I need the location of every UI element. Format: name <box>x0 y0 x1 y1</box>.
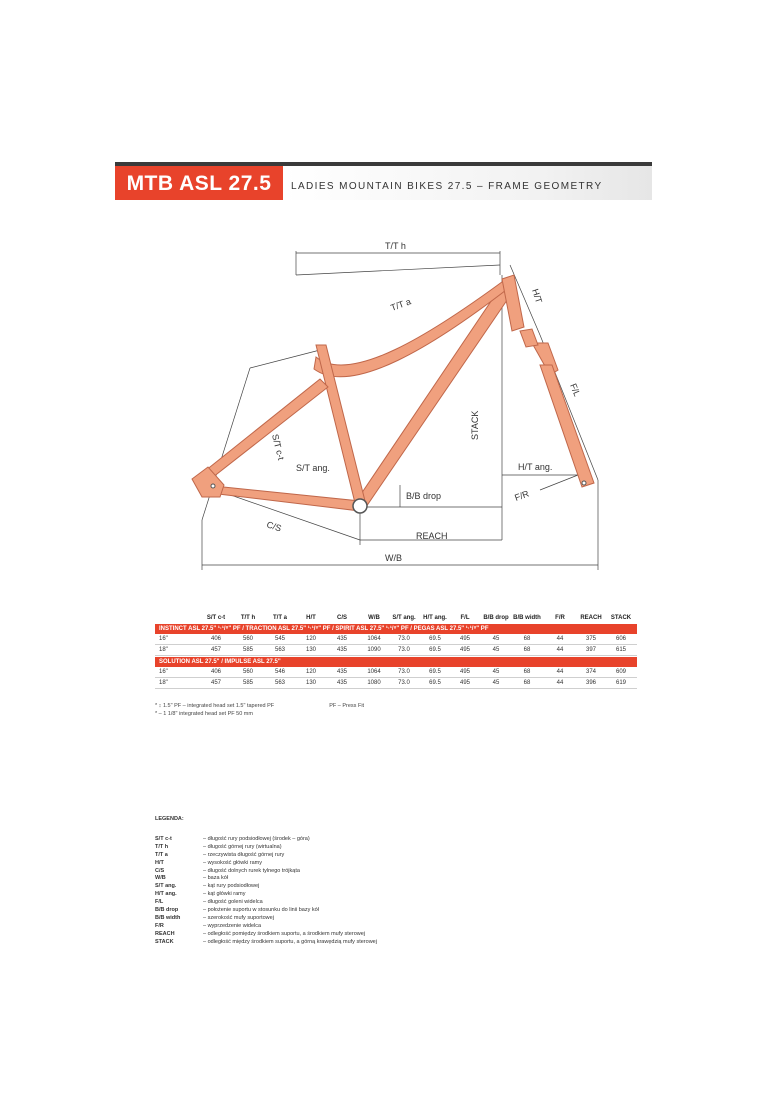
legend-item: W/B – baza kół <box>155 875 229 882</box>
col-header: C/S <box>336 615 348 621</box>
legend-item: REACH – odległość pomiędzy środkiem suportu, a środkiem mufy sterowej <box>155 930 366 937</box>
col-header: STACK <box>610 615 632 621</box>
legend-item: H/T – wysokość główki ramy <box>155 859 262 866</box>
table-group-title: INSTINCT ASL 27.5" ¹·¹/⁸" PF / TRACTION ASL 27.5" ¹·¹/⁸" PF / SPIRIT ASL 27.5" ¹·¹/⁸" PF / PEGAS ASL 27.5" ¹·¹/⁸" PF <box>155 624 637 634</box>
legend-item: F/L – długość goleni widelca <box>155 899 263 906</box>
table-cell: 374 <box>585 669 597 675</box>
table-cell: 44 <box>556 669 564 675</box>
table-cell: 375 <box>585 636 597 642</box>
label-cs: C/S <box>265 519 283 534</box>
col-header: REACH <box>580 615 602 621</box>
table-cell: 457 <box>210 680 222 686</box>
col-header: S/T c-t <box>206 615 226 621</box>
table-cell: 44 <box>556 680 564 686</box>
table-row <box>155 645 637 656</box>
table-cell: 435 <box>336 669 348 675</box>
legend-title: LEGENDA: <box>155 816 184 822</box>
table-header <box>155 613 637 623</box>
label-st-ct: S/T c-t <box>270 433 287 462</box>
table-cell: 563 <box>274 647 286 653</box>
table-cell: 73.0 <box>398 680 410 686</box>
table-cell: 68 <box>523 647 531 653</box>
legend-item: S/T ang. – kąt rury podsiodłowej <box>155 883 260 890</box>
col-header: B/B width <box>513 615 541 621</box>
legend-item: B/B width – szerokość mufy suportowej <box>155 914 274 921</box>
legend <box>155 816 377 946</box>
table-row <box>155 678 637 689</box>
label-ht-ang: H/T ang. <box>518 462 553 472</box>
col-header: T/T h <box>240 615 256 621</box>
table-cell: 69.5 <box>429 669 441 675</box>
table-cell: 495 <box>459 680 471 686</box>
table-cell: 130 <box>305 680 317 686</box>
geometry-table <box>155 613 637 689</box>
table-cell: 1064 <box>367 636 381 642</box>
label-fr: F/R <box>513 488 531 503</box>
table-cell: 16" <box>159 669 168 675</box>
label-tt-a: T/T a <box>389 296 413 313</box>
table-row <box>155 667 637 678</box>
bottom-bracket <box>353 499 367 513</box>
col-header: W/B <box>368 615 380 621</box>
note-line: * ↕ 1.5" PF – integrated head set 1.5" tapered PF <box>155 703 275 709</box>
col-header: H/T ang. <box>423 615 447 621</box>
table-cell: 73.0 <box>398 636 410 642</box>
label-st-ang: S/T ang. <box>296 463 330 473</box>
table-cell: 435 <box>336 647 348 653</box>
label-bb-drop: B/B drop <box>406 491 442 501</box>
table-cell: 44 <box>556 636 564 642</box>
table-cell: 1080 <box>367 680 381 686</box>
table-cell: 1090 <box>367 647 381 653</box>
table-cell: 560 <box>242 669 254 675</box>
legend-item: H/T ang. – kąt główki ramy <box>155 891 246 898</box>
table-cell: 396 <box>585 680 597 686</box>
label-ht: H/T <box>530 287 545 305</box>
col-header: F/L <box>460 615 470 621</box>
table-cell: 563 <box>274 680 286 686</box>
col-header: T/T a <box>272 615 288 621</box>
page-subtitle: LADIES MOUNTAIN BIKES 27.5 – FRAME GEOMETRY <box>291 181 603 192</box>
table-cell: 45 <box>492 636 500 642</box>
table-cell: 68 <box>523 680 531 686</box>
table-cell: 406 <box>210 636 222 642</box>
table-cell: 397 <box>585 647 597 653</box>
table-cell: 73.0 <box>398 647 410 653</box>
legend-item: S/T c-t – długość rury podsiodłowej (środek – góra) <box>155 836 310 842</box>
label-stack: STACK <box>470 410 480 440</box>
table-cell: 546 <box>274 669 286 675</box>
table-cell: 1064 <box>367 669 381 675</box>
col-header: H/T <box>306 615 316 621</box>
table-cell: 16" <box>159 636 168 642</box>
col-header: F/R <box>555 615 565 621</box>
legend-item: B/B drop – położenie suportu w stosunku do linii bazy kół <box>155 907 319 914</box>
col-header: B/B drop <box>483 615 509 621</box>
table-cell: 495 <box>459 669 471 675</box>
table-cell: 45 <box>492 669 500 675</box>
table-cell: 609 <box>615 669 627 675</box>
table-cell: 585 <box>242 647 254 653</box>
table-cell: 120 <box>305 669 317 675</box>
note-line: PF – Press Fit <box>329 703 365 709</box>
table-row <box>155 634 637 645</box>
table-cell: 560 <box>242 636 254 642</box>
legend-item: T/T h – długość górnej rury (wirtualna) <box>155 843 282 850</box>
label-tt-h: T/T h <box>385 241 406 251</box>
table-cell: 69.5 <box>429 680 441 686</box>
table-cell: 435 <box>336 680 348 686</box>
table-cell: 406 <box>210 669 222 675</box>
table-cell: 130 <box>305 647 317 653</box>
frame-geometry-diagram <box>180 235 610 575</box>
table-cell: 18" <box>159 647 168 653</box>
table-cell: 120 <box>305 636 317 642</box>
table-cell: 585 <box>242 680 254 686</box>
table-cell: 44 <box>556 647 564 653</box>
label-fl: F/L <box>568 382 583 398</box>
table-cell: 18" <box>159 680 168 686</box>
table-cell: 45 <box>492 647 500 653</box>
table-cell: 73.0 <box>398 669 410 675</box>
legend-item: T/T a – rzeczywista długość górnej rury <box>155 851 285 858</box>
table-cell: 68 <box>523 669 531 675</box>
table-cell: 545 <box>274 636 286 642</box>
table-cell: 69.5 <box>429 636 441 642</box>
label-wb: W/B <box>385 553 402 563</box>
table-group-title: SOLUTION ASL 27.5" / IMPULSE ASL 27.5" <box>155 657 637 667</box>
table-cell: 69.5 <box>429 647 441 653</box>
legend-item: C/S – długość dolnych rurek tylnego trójkąta <box>155 867 300 874</box>
legend-item: STACK – odległość między środkiem suportu, a górną krawędzią mufy sterowej <box>155 938 377 945</box>
table-cell: 495 <box>459 636 471 642</box>
table-cell: 495 <box>459 647 471 653</box>
label-reach: REACH <box>416 531 448 541</box>
table-cell: 435 <box>336 636 348 642</box>
table-cell: 615 <box>615 647 627 653</box>
table-cell: 68 <box>523 636 531 642</box>
table-notes <box>155 702 364 718</box>
legend-item: F/R – wyprzedzenie widelca <box>155 922 262 929</box>
col-header: S/T ang. <box>392 615 416 621</box>
table-cell: 619 <box>615 680 627 686</box>
table-cell: 606 <box>615 636 627 642</box>
table-cell: 45 <box>492 680 500 686</box>
note-line: * – 1 1/8" integrated head set PF 50 mm <box>155 711 253 717</box>
page-title: MTB ASL 27.5 <box>115 166 283 200</box>
table-cell: 457 <box>210 647 222 653</box>
